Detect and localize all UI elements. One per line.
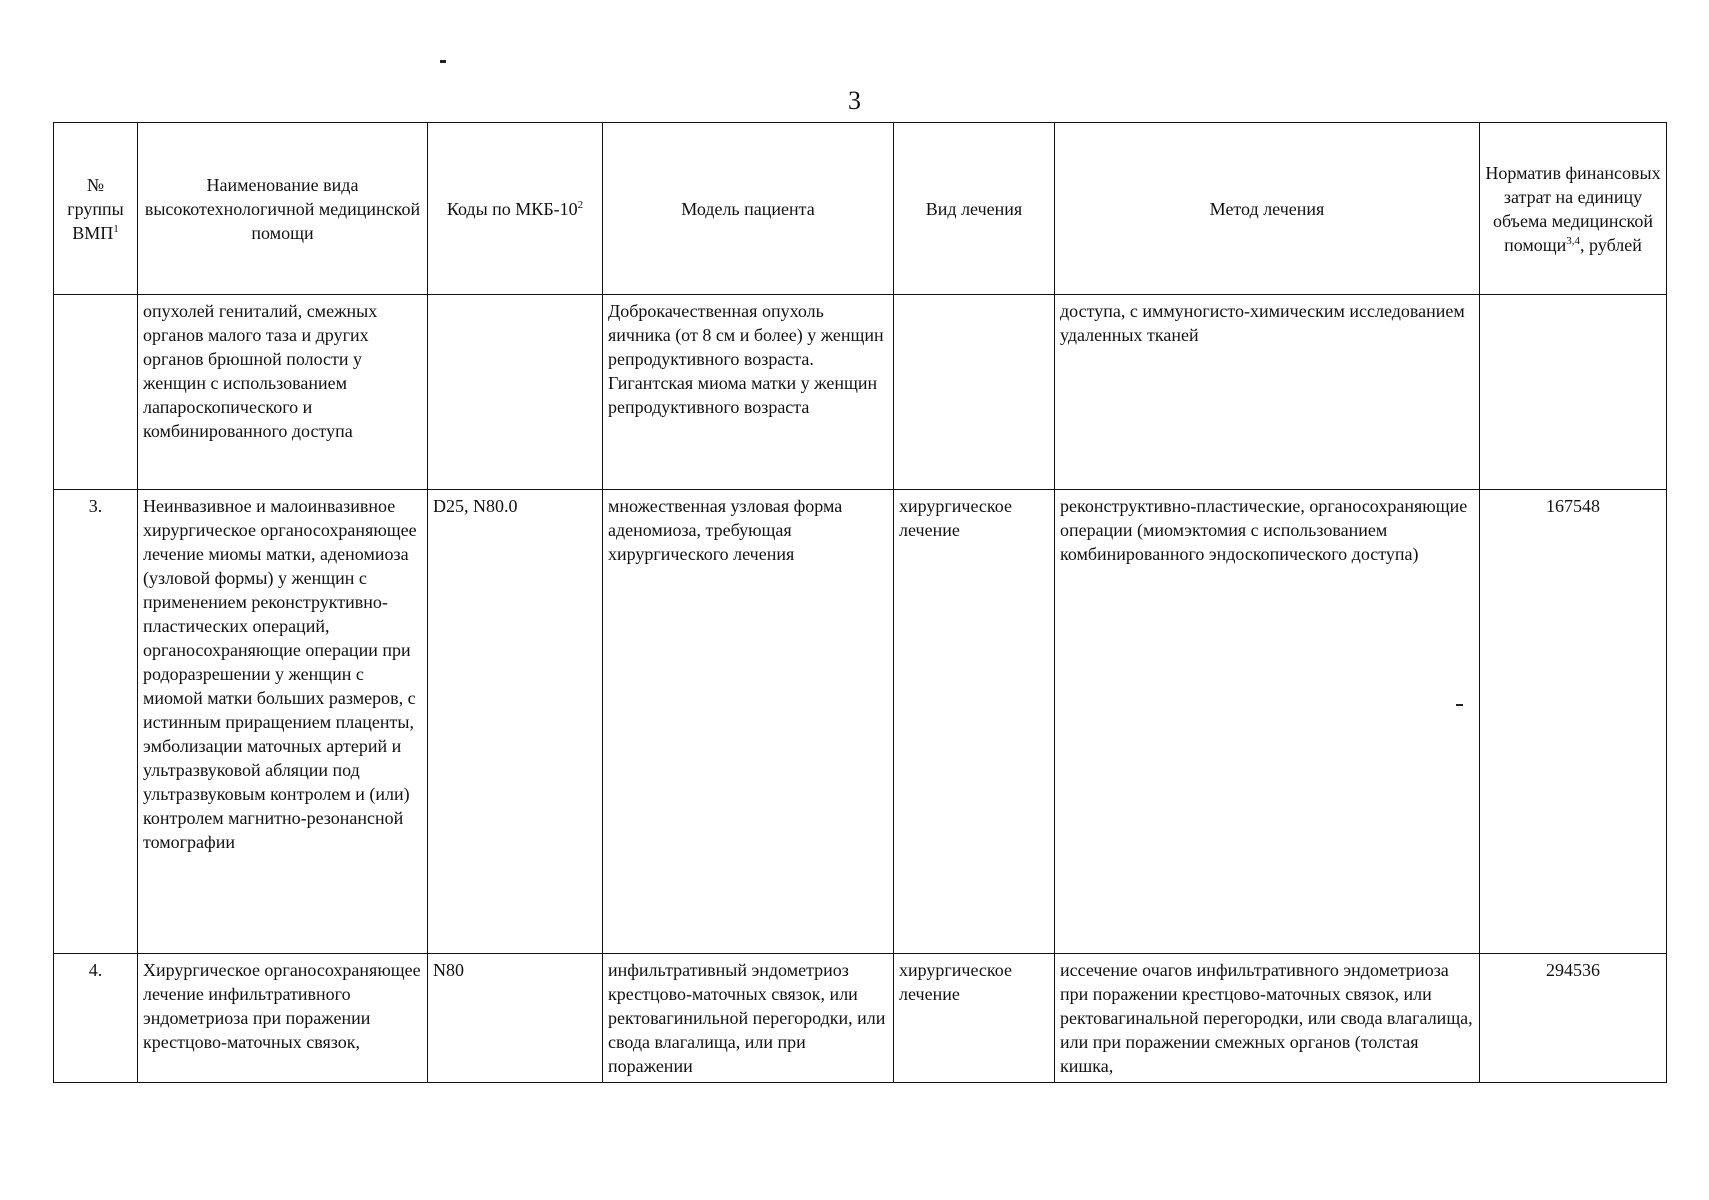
cell-group-number: 3. xyxy=(54,490,138,954)
cell-cost-norm: 167548 xyxy=(1480,490,1667,954)
cell-icd-codes xyxy=(428,295,603,490)
page-number: 3 xyxy=(848,86,861,115)
cell-care-name: Неинвазивное и малоинвазивное хирургическое органосохраняющее лечение миомы матки, аденомиоза (узловой формы) у женщин с применением реконструктивно-пластических операций, органосохраняющие операции при родоразрешении у женщин с миомой матки больших размеров, с истинным приращением плаценты, эмболизации маточных артерий и ультразвуковой абляции под ультразвуковым контролем и (или) контролем магнитно-резонансной томографии xyxy=(138,490,428,954)
cell-care-name: Хирургическое органосохраняющее лечение инфильтративного эндометриоза при поражении крестцово-маточных связок, xyxy=(138,954,428,1083)
header-treatment-type: Вид лечения xyxy=(894,123,1055,295)
header-care-name: Наименование вида высокотехнологичной медицинской помощи xyxy=(138,123,428,295)
cell-icd-codes: N80 xyxy=(428,954,603,1083)
table-row xyxy=(54,295,1667,490)
cell-group-number: 4. xyxy=(54,954,138,1083)
cell-icd-codes: D25, N80.0 xyxy=(428,490,603,954)
scan-artifact-mark xyxy=(440,60,446,63)
header-cost-norm: Норматив финансовых затрат на единицу объема медицинской помощи$^{3,4}$, рублей xyxy=(1480,123,1667,295)
table-row xyxy=(54,954,1667,1083)
cell-treatment-method: доступа, с иммуногисто-химическим исследованием удаленных тканей xyxy=(1055,295,1480,490)
vmp-table xyxy=(53,122,1667,1083)
cell-treatment-type: хирургическое лечение xyxy=(894,954,1055,1083)
cell-patient-model: Доброкачественная опухоль яичника (от 8 см и более) у женщин репродуктивного возраста. Гигантская миома матки у женщин репродуктивного возраста xyxy=(603,295,894,490)
cell-treatment-type xyxy=(894,295,1055,490)
cell-group-number xyxy=(54,295,138,490)
cell-patient-model: инфильтративный эндометриоз крестцово-маточных связок, или ректовагинильной перегородки, или свода влагалища, или при поражении xyxy=(603,954,894,1083)
cell-cost-norm: 294536 xyxy=(1480,954,1667,1083)
cell-treatment-type: хирургическое лечение xyxy=(894,490,1055,954)
cell-care-name: опухолей гениталий, смежных органов малого таза и других органов брюшной полости у женщин с использованием лапароскопического и комбинированного доступа xyxy=(138,295,428,490)
header-treatment-method: Метод лечения xyxy=(1055,123,1480,295)
header-icd-codes: Коды по МКБ-$10^2$ xyxy=(428,123,603,295)
cell-patient-model: множественная узловая форма аденомиоза, требующая хирургического лечения xyxy=(603,490,894,954)
table-row xyxy=(54,490,1667,954)
header-group-number: № группы ВМП$^1$ xyxy=(54,123,138,295)
cell-cost-norm xyxy=(1480,295,1667,490)
table-header-row xyxy=(54,123,1667,295)
cell-treatment-method: иссечение очагов инфильтративного эндометриоза при поражении крестцово-маточных связок, или ректовагинальной перегородки, или свода влагалища, или при поражении смежных органов (толстая кишка, xyxy=(1055,954,1480,1083)
header-patient-model: Модель пациента xyxy=(603,123,894,295)
cell-treatment-method: реконструктивно-пластические, органосохраняющие операции (миомэктомия с использованием комбинированного эндоскопического доступа) xyxy=(1055,490,1480,954)
